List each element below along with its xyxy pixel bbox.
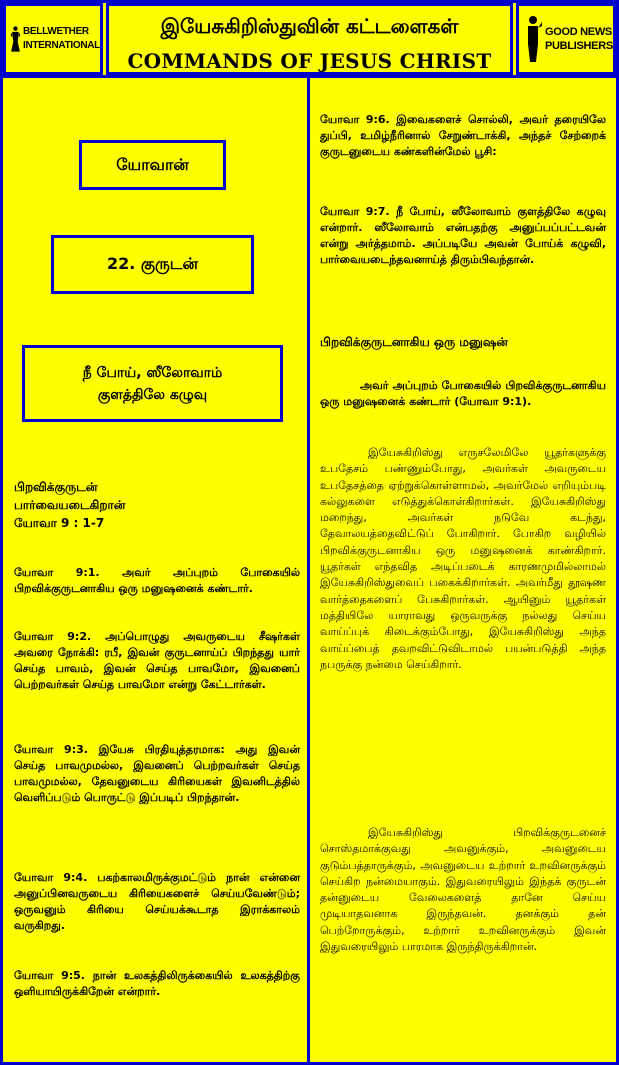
left-verse-2: யோவா 9:2. அப்பொழுது அவருடைய சீஷர்கள் அவரை நோக்கி: ரபீ, இவன் குருடனாய்ப் பிறந்தது யார் செய்த பாவம், இவன் செய்த பாவமோ, இவனைப் பெற்றவர்கள் செய்த பாவமோ என்று கேட்டார்கள்.	[14, 630, 300, 691]
body-paragraph-2: இயேசுகிறிஸ்து பிறவிக்குருடனைச் சொஸ்தமாக்குவது அவனுக்கும், அவனுடைய குடும்பத்தாருக்கும், அவனுடைய உற்றார் உறவினருக்கும் செய்கிற நன்மையாகும். இதுவரையிலும் இந்தக் குருடன் தன்னுடைய வேலைகளைத் தானே செய்ய முடியாதவனாக இருந்தவன். தனக்கும் தன் பெற்றோருக்கும், உற்றார் உறவினருக்கும் இவன் இதுவரையிலும் பாரமாக இருந்திருக்கிறான்.	[320, 826, 606, 954]
bellwether-figure-icon	[10, 14, 21, 64]
topic-line1: பிறவிக்குருடன்	[14, 480, 98, 494]
left-verse-4: யோவா 9:4. பகற்காலமிருக்குமட்டும் நான் என்னை அனுப்பினவருடைய கிரியைகளைச் செய்யவேண்டும்; ஒருவனும் கிரியை செய்யக்கூடாத இராக்காலம் வருகிறது.	[14, 871, 300, 932]
left-verse-3: யோவா 9:3. இயேசு பிரதியுத்தரமாக: அது இவன் செய்த பாவமுமல்ல, இவனைப் பெற்றவர்கள் செய்த பாவமுமல்ல, தேவனுடைய கிரியைகள் இவனிடத்தில் வெளிப்படும் பொருட்டு இப்படிப் பிறந்தான்.	[14, 743, 300, 804]
title-box	[106, 3, 513, 75]
topic-reference: யோவா 9 : 1-7	[14, 516, 105, 530]
book-title: யோவான்	[116, 154, 189, 174]
good-news-figure-icon	[523, 14, 543, 64]
right-verse-7: யோவா 9:7. நீ போய், ஸீலோவாம் குளத்திலே கழுவு என்றார். ஸீலோவாம் என்பதற்கு அனுப்பப்பட்டவன் என்று அர்த்தமாம். அப்படியே அவன் போய்க் கழுவி, பார்வையடைந்தவனாய்த் திரும்பிவந்தான்.	[320, 205, 606, 266]
intro-paragraph: அவர் அப்புறம் போகையில் பிறவிக்குருடனாகிய ஒரு மனுஷனைக் கண்டார் (யோவா 9:1).	[320, 379, 606, 408]
chapter-title: 22. குருடன்	[106, 254, 199, 273]
subtitle-line2: குளத்திலே கழுவு	[97, 386, 208, 403]
column-divider	[307, 75, 310, 1065]
topic-line2: பார்வையடைகிறான்	[14, 498, 126, 512]
section-heading: பிறவிக்குருடனாகிய ஒரு மனுஷன்	[320, 335, 508, 349]
logo-left-line1: BELLWETHER	[22, 26, 89, 37]
logo-right-line2: PUBLISHERS	[545, 40, 613, 52]
logo-good-news	[516, 3, 616, 75]
chapter-title-box	[51, 235, 254, 294]
body-paragraph-1: இயேசுகிறிஸ்து எருசலேமிலே யூதர்களுக்கு உபதேசம் பண்ணும்போது, அவர்கள் அவருடைய உபதேசத்தை ஏற்றுக்கொள்ளாமல், அவர்மேல் எறியும்படி கல்லுகளை எடுத்துக்கொள்கிறார்கள். இயேசுகிறிஸ்து மறைந்து, அவர்கள் நடுவே கடந்து, தேவாலயத்தைவிட்டுப் போகிறார். போகிற வழியில் பிறவிக்குருடனாகிய ஒரு மனுஷனைக் காண்கிறார். யூதர்கள் எந்தவித அடிப்படைக் காரணமுமில்லாமல் இயேசுகிறிஸ்துவைப் பகைக்கிறார்கள். அவர்மீது தூஷண வார்த்தைகளைப் பேசுகிறார்கள். ஆயினும் யூதர்கள் மத்தியிலே யாராவது ஒருவருக்கு நல்லது செய்ய வாய்ப்புக் கிடைக்கும்போது, இயேசுகிறிஸ்து அந்த வாய்ப்பைத் தவறவிட்டுவிடாமல் பயன்படுத்தி அந்த நபருக்கு நன்மை செய்கிறார்.	[320, 446, 606, 671]
logo-left-line2: INTERNATIONAL	[22, 40, 100, 51]
logo-right-line1: GOOD NEWS	[545, 26, 612, 38]
left-verse-5: யோவா 9:5. நான் உலகத்திலிருக்கையில் உலகத்திற்கு ஒளியாயிருக்கிறேன் என்றார்.	[14, 969, 300, 998]
topic-block	[14, 478, 300, 532]
book-title-box	[79, 140, 226, 190]
right-verse-6: யோவா 9:6. இவைகளைச் சொல்லி, அவர் தரையிலே துப்பி, உமிழ்நீரினால் சேறுண்டாக்கி, அந்தச் சேற்றைக் குருடனுடைய கண்களின்மேல் பூசி:	[320, 113, 606, 158]
left-verse-1: யோவா 9:1. அவர் அப்புறம் போகையில் பிறவிக்குருடனாகிய ஒரு மனுஷனைக் கண்டார்.	[14, 566, 300, 595]
subtitle-line1: நீ போய், ஸீலோவாம்	[82, 364, 223, 381]
logo-bellwether	[3, 3, 103, 75]
subtitle-box	[22, 345, 283, 422]
title-tamil: இயேசுகிறிஸ்துவின் கட்டளைகள்	[160, 14, 459, 38]
title-english: COMMANDS OF JESUS CHRIST	[127, 49, 492, 73]
